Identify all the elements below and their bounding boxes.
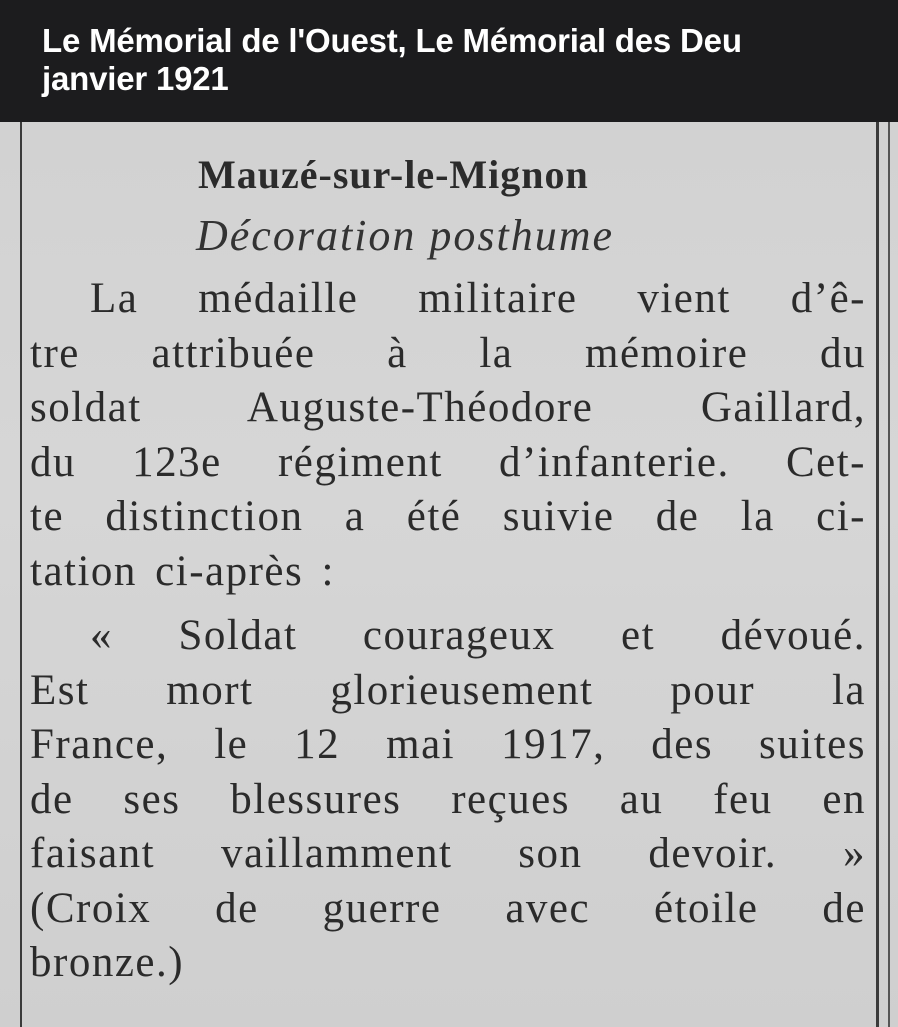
paragraph-line: soldat Auguste-Théodore Gaillard, bbox=[30, 384, 866, 431]
paragraph-line: tation ci-après : bbox=[30, 547, 335, 595]
article-paragraph-2 bbox=[30, 609, 866, 991]
article-headline: Mauzé-sur-le-Mignon bbox=[198, 152, 589, 197]
article-paragraph-1 bbox=[30, 272, 866, 599]
paragraph-line: France, le 12 mai 1917, des suites bbox=[30, 721, 866, 768]
paragraph-line: te distinction a été suivie de la ci- bbox=[30, 493, 866, 540]
column-rule-right-outer bbox=[888, 122, 890, 1027]
column-rule-left bbox=[20, 122, 22, 1027]
newspaper-article bbox=[30, 150, 866, 991]
paragraph-line: tre attribuée à la mémoire du bbox=[30, 329, 866, 377]
paragraph-line: de ses blessures reçues au feu en bbox=[30, 775, 866, 823]
column-rule-right bbox=[876, 122, 879, 1027]
document-title: Le Mémorial de l'Ouest, Le Mémorial des Deu janvier 1921 bbox=[42, 22, 742, 97]
paragraph-line: « Soldat courageux et dévoué. bbox=[90, 612, 866, 659]
newspaper-scan bbox=[0, 122, 898, 1027]
title-bar bbox=[0, 0, 898, 122]
article-subheadline: Décoration posthume bbox=[196, 211, 615, 260]
paragraph-line: La médaille militaire vient d’ê- bbox=[90, 275, 866, 322]
paragraph-line: bronze.) bbox=[30, 939, 185, 986]
paragraph-line: faisant vaillamment son devoir. » bbox=[30, 830, 866, 877]
paragraph-line: du 123e régiment d’infanterie. Cet- bbox=[30, 438, 866, 486]
paragraph-line: Est mort glorieusement pour la bbox=[30, 666, 866, 714]
paragraph-line: (Croix de guerre avec étoile de bbox=[30, 884, 866, 932]
